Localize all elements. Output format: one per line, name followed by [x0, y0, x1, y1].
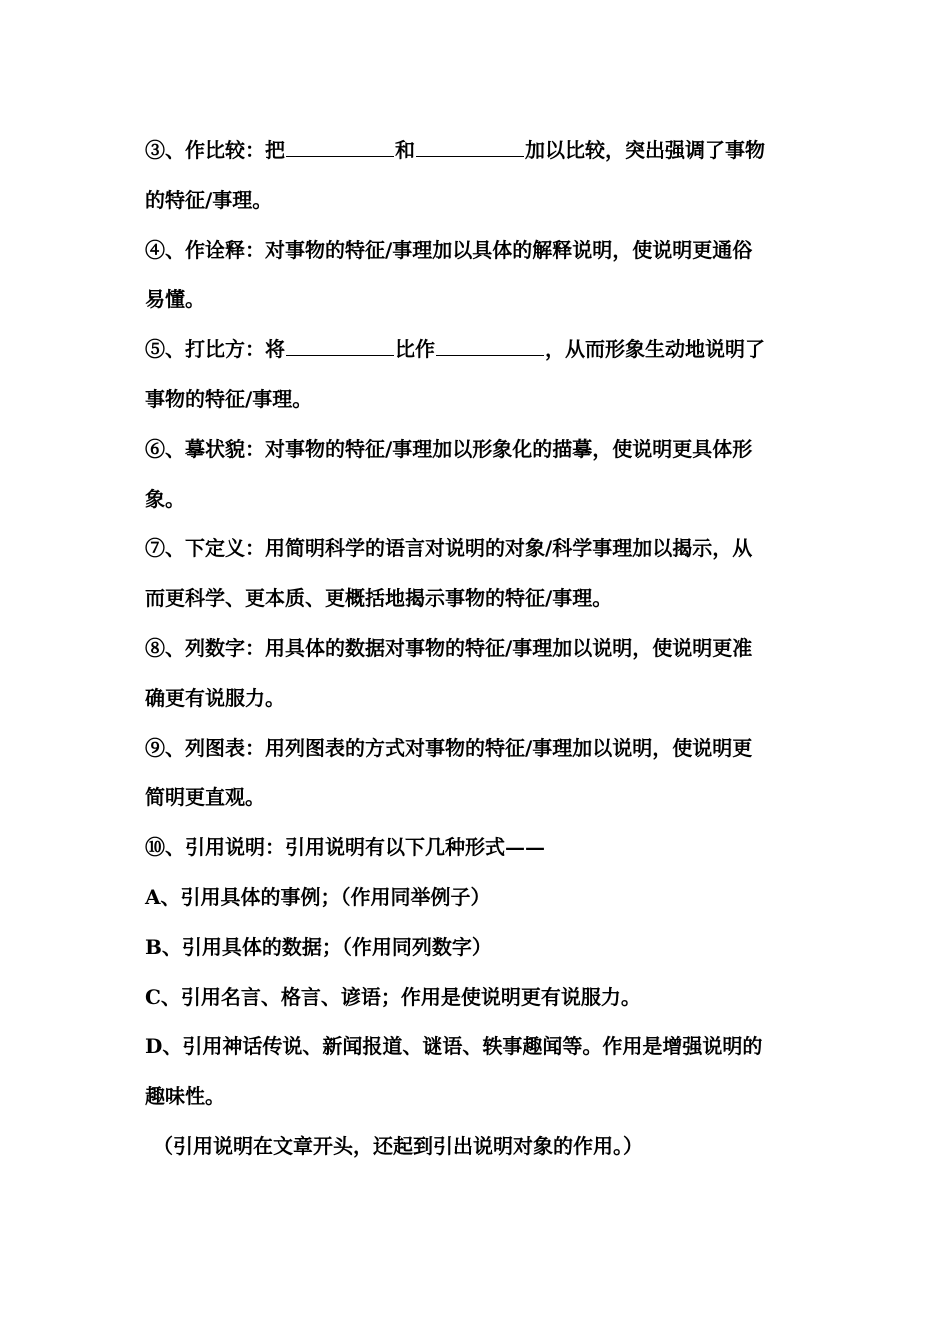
item-explanation-line1: ④、作诠释：对事物的特征/事理加以具体的解释说明，使说明更通俗 [145, 237, 753, 262]
item-definition-line2: 而更科学、更本质、更概括地揭示事物的特征/事理。 [145, 586, 613, 611]
item-citation-d-line1: D、引用神话传说、新闻报道、谜语、轶事趣闻等。作用是增强说明的 [145, 1034, 763, 1059]
item-description-line2: 象。 [145, 486, 185, 511]
item-numbers-line2: 确更有说服力。 [145, 685, 285, 710]
fill-blank-2[interactable] [416, 136, 524, 157]
item-analogy-line1 [145, 325, 810, 375]
fill-blank-4[interactable] [436, 335, 544, 356]
item-comparison-text-b: 和 [395, 138, 415, 162]
item-comparison-line2: 的特征/事理。 [145, 187, 273, 212]
item-numbers-line1: ⑧、列数字：用具体的数据对事物的特征/事理加以说明，使说明更准 [145, 635, 753, 660]
item-comparison-text-a: ③、作比较：把 [145, 138, 285, 162]
item-description-line1: ⑥、摹状貌：对事物的特征/事理加以形象化的描摹，使说明更具体形 [145, 436, 753, 461]
item-comparison-text-c: 加以比较，突出强调了事物 [525, 138, 765, 162]
item-charts-line2: 简明更直观。 [145, 785, 265, 810]
item-citation-b: B、引用具体的数据；（作用同列数字） [145, 934, 492, 959]
item-analogy-text-c: ，从而形象生动地说明了 [545, 337, 765, 362]
item-charts-line1: ⑨、列图表：用列图表的方式对事物的特征/事理加以说明，使说明更 [145, 735, 753, 760]
item-citation-c: C、引用名言、格言、谚语；作用是使说明更有说服力。 [145, 984, 641, 1009]
item-comparison-line1 [145, 126, 810, 176]
item-citation-heading: ⑩、引用说明：引用说明有以下几种形式—— [145, 835, 545, 860]
item-citation-note: （引用说明在文章开头，还起到引出说明对象的作用。） [153, 1133, 643, 1158]
fill-blank-1[interactable] [286, 136, 394, 157]
item-explanation-line2: 易懂。 [145, 287, 205, 312]
item-analogy-line2: 事物的特征/事理。 [145, 386, 313, 411]
fill-blank-3[interactable] [286, 335, 394, 356]
item-analogy-text-b: 比作 [395, 337, 435, 362]
item-definition-line1: ⑦、下定义：用简明科学的语言对说明的对象/科学事理加以揭示，从 [145, 536, 753, 561]
item-analogy-text-a: ⑤、打比方：将 [145, 337, 285, 362]
item-citation-d-line2: 趣味性。 [145, 1084, 225, 1109]
item-citation-a: A、引用具体的事例；（作用同举例子） [145, 884, 491, 909]
document-page [145, 126, 810, 1172]
